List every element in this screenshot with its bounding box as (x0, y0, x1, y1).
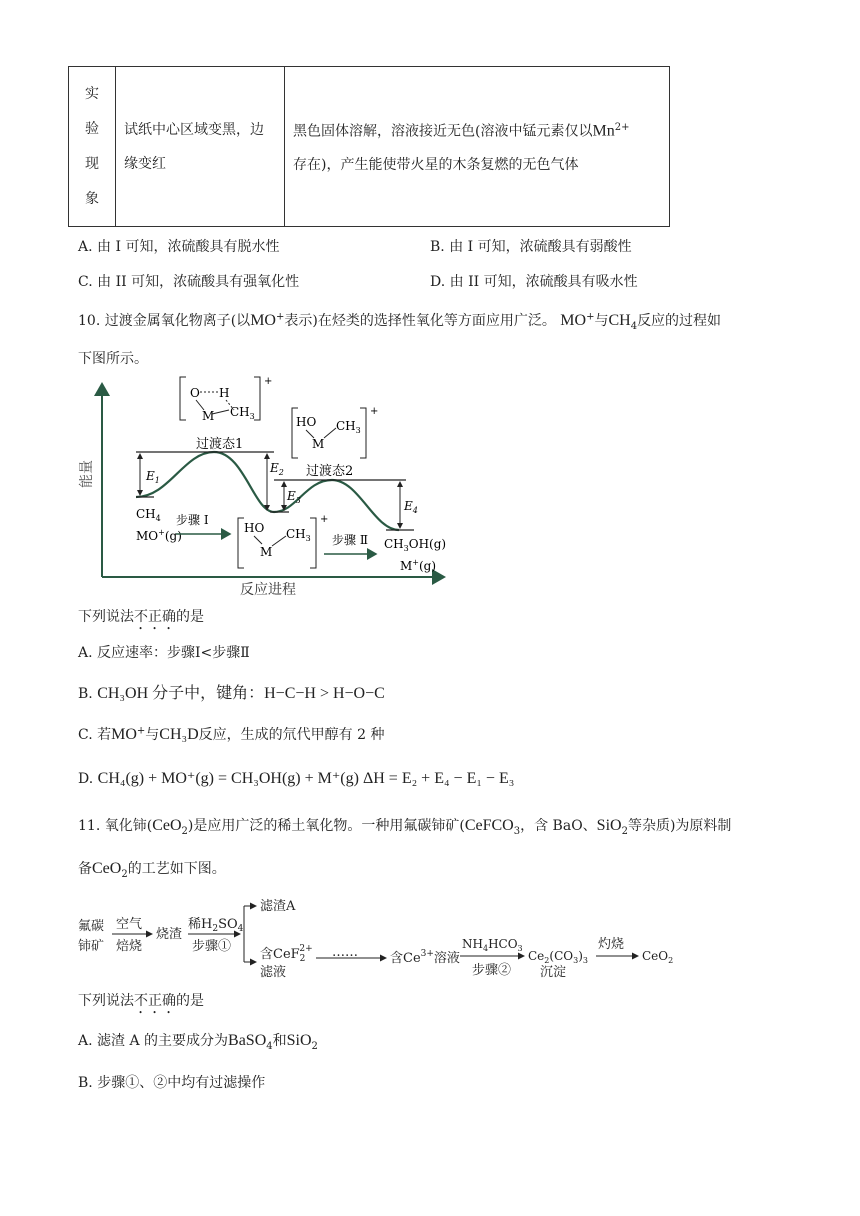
row-header-char: 现 (85, 155, 99, 172)
question-10-stem: 10. 过渡金属氧化物离子(以MO+表示)在烃类的选择性氧化等方面应用广泛。 MO+与$CH_4$反应的过程如 (78, 311, 722, 332)
svg-text:+: + (370, 406, 379, 417)
axis-label-progress: 反应进程 (240, 582, 296, 598)
flow-ore-line1: 氟碳 (78, 919, 105, 934)
axis-label-energy: 能量 (79, 460, 95, 488)
q10-option-d: D. CH₄(g) + MO⁺(g) = CH₃OH(g) + M⁺(g) ΔH = E₂ + E₄ − E₁ − E₃ (78, 770, 515, 787)
step2-label: 步骤 Ⅱ (332, 533, 368, 547)
svg-text:+: + (320, 514, 329, 525)
svg-text:M: M (260, 545, 273, 559)
svg-text:O: O (190, 386, 200, 400)
e1-label: $E_1$ (146, 469, 160, 485)
svg-text:CH3: $CH_3$ (230, 405, 255, 421)
flow-roast: 焙烧 (116, 939, 143, 954)
svg-text:M: M (202, 409, 215, 423)
ts1-label: 过渡态1 (196, 437, 244, 452)
option-c: C. 由 II 可知，浓硫酸具有强氧化性 (78, 274, 300, 290)
q10-option-a: A. 反应速率：步骤Ⅰ<步骤Ⅱ (78, 645, 250, 661)
flow-step1: 步骤① (192, 939, 232, 954)
svg-text:CH3: $CH_3$ (286, 527, 311, 543)
question-10-prompt: 下列说法不正确的是 (78, 609, 204, 625)
flow-residue-a: 滤渣A (260, 899, 296, 914)
cell-text: 存在)，产生能使带火星的木条复燃的无色气体 (293, 157, 579, 174)
q11-option-a: A. 滤渣 A 的主要成分为BaSO$_4$和SiO$_2$ (78, 1032, 318, 1052)
ts2-label: 过渡态2 (306, 464, 354, 479)
e4-label: $E_4$ (404, 499, 418, 515)
flow-acid: 稀$H_2SO_4$ (188, 917, 244, 934)
ts2-structure (292, 406, 378, 458)
flow-ore-line2: 铈矿 (78, 939, 105, 954)
experiment-table (68, 66, 670, 227)
flow-precipitate: 沉淀 (540, 965, 567, 978)
svg-text:+: + (264, 376, 273, 387)
flow-residue: 烧渣 (156, 927, 183, 942)
svg-text:M: M (312, 437, 325, 451)
svg-text:H: H (219, 386, 230, 400)
flow-step2: 步骤② (472, 963, 512, 978)
cell-experiment-2 (285, 67, 670, 227)
flow-cef2: 含CeF$_2$2+ (260, 944, 313, 964)
flow-ceo2: CeO$_2$ (642, 949, 674, 965)
flow-ce2co33: $Ce_2(CO_3)_3$ (528, 949, 588, 965)
flow-ce3-solution: 含$Ce^{3+}$溶液 (390, 949, 460, 966)
product-ch3oh: $CH_3OH(g)$ (384, 537, 447, 553)
question-11-stem: 11. 氧化铈(CeO$_2$)是应用广泛的稀土氧化物。一种用氟碳铈矿(CeFCO$_3$，含 BaO、SiO$_2$等杂质)为原料制 (78, 817, 732, 837)
flow-dots: …… (332, 945, 358, 960)
e2-label: $E_2$ (270, 461, 284, 477)
step1-label: 步骤 Ⅰ (176, 513, 209, 527)
product-m: M+(g) (400, 558, 437, 573)
question-11-stem-line2: 备CeO$_2$的工艺如下图。 (78, 860, 226, 880)
row-header-phenomenon (69, 67, 116, 227)
q10-option-b: B. CH₃OH 分子中，键角：H−C−H > H−O−C (78, 685, 385, 702)
reactant-mo: MO+(g) (136, 528, 182, 543)
svg-text:HO: HO (296, 415, 317, 429)
cell-experiment-1 (116, 67, 285, 227)
question-11-prompt: 下列说法不正确的是 (78, 993, 204, 1009)
flow-filtrate: 滤液 (260, 965, 287, 978)
flow-nh4hco3: $NH_4HCO_3$ (462, 937, 523, 953)
option-b: B. 由 I 可知，浓硫酸具有弱酸性 (430, 239, 632, 255)
ts1-structure (180, 376, 272, 423)
cell-text: 试纸中心区域变黑，边 (124, 121, 264, 138)
flow-air: 空气 (116, 917, 143, 932)
option-d: D. 由 II 可知，浓硫酸具有吸水性 (430, 274, 638, 290)
svg-text:HO: HO (244, 521, 265, 535)
cell-text: 黑色固体溶解，溶液接近无色(溶液中锰元素仅以$Mn^{2+}$ (293, 121, 630, 140)
q10-option-c: C. 若MO+与CH₃D反应，生成的氘代甲醇有 2 种 (78, 725, 385, 743)
intermediate-structure (238, 514, 328, 568)
svg-text:CH3: $CH_3$ (336, 419, 361, 435)
flow-ignite: 灼烧 (598, 937, 625, 952)
cell-text: 缘变红 (124, 155, 166, 172)
row-header-char: 象 (85, 190, 99, 207)
q11-option-b: B. 步骤①、②中均有过滤操作 (78, 1075, 266, 1091)
row-header-char: 验 (85, 120, 99, 137)
reactant-ch4: $CH_4$ (136, 507, 161, 523)
e3-label: $E_3$ (287, 489, 301, 505)
energy-diagram (74, 372, 454, 600)
option-a: A. 由 I 可知，浓硫酸具有脱水性 (78, 239, 280, 255)
row-header-char: 实 (85, 85, 99, 102)
question-10-stem-line2: 下图所示。 (78, 351, 148, 367)
process-flowchart (76, 892, 686, 978)
